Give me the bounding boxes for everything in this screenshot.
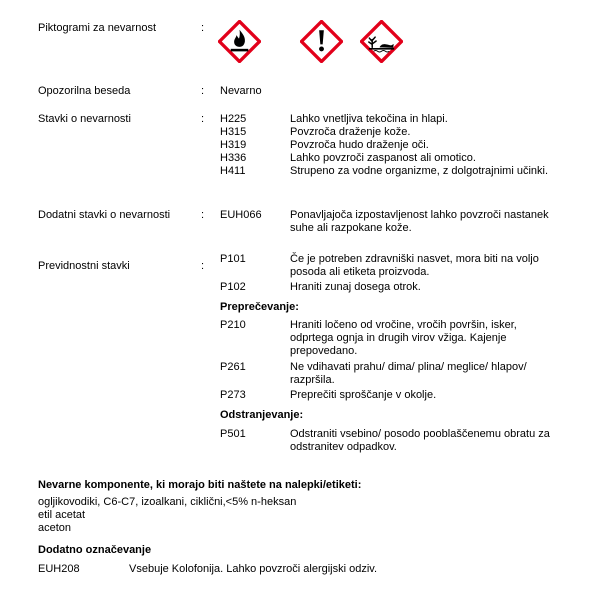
precaution-text: Odstraniti vsebino/ posodo pooblaščenemu obratu za odstranitev odpadkov. (290, 428, 550, 453)
signal-word-value: Nevarno (220, 85, 262, 97)
extra-text: Vsebuje Kolofonija. Lahko povzroči alergijski odziv. (129, 563, 378, 575)
component-item: etil acetat (38, 509, 86, 521)
flame-icon (218, 20, 261, 63)
environment-icon (360, 20, 403, 63)
precaution-text: Če je potreben zdravniški nasvet, mora biti na voljo posoda ali etiketa proizvoda. (290, 253, 539, 278)
hazard-code: H336 (220, 152, 247, 164)
hazard-statements-label: Stavki o nevarnosti (38, 113, 131, 125)
hazard-code: H319 (220, 139, 247, 151)
precaution-code: P501 (220, 428, 246, 440)
colon: : (201, 85, 205, 97)
hazard-text: Strupeno za vodne organizme, z dolgotrajnimi učinki. (290, 165, 549, 177)
colon: : (201, 209, 205, 221)
precaution-code: P273 (220, 389, 246, 401)
extra-code: EUH208 (38, 563, 80, 575)
hazard-text: Lahko vnetljiva tekočina in hlapi. (290, 113, 448, 125)
pictograms-label: Piktogrami za nevarnost (38, 22, 156, 34)
components-heading: Nevarne komponente, ki morajo biti naštete na nalepki/etiketi: (38, 479, 362, 491)
colon: : (201, 113, 205, 125)
precaution-text: Preprečiti sproščanje v okolje. (290, 389, 437, 401)
component-item: ogljikovodiki, C6-C7, izoalkani, ciklični,<5% n-heksan (38, 496, 297, 508)
precaution-text: Hraniti ločeno od vročine, vročih površin, isker, odprtega ognja in drugih virov vžiga. Kajenje prepovedano. (290, 319, 517, 357)
precaution-code: P261 (220, 361, 246, 373)
hazard-text: Lahko povzroči zaspanost ali omotico. (290, 152, 476, 164)
prevention-heading: Preprečevanje: (220, 301, 299, 313)
precaution-text: Ne vdihavati prahu/ dima/ plina/ meglice/ hlapov/ razpršila. (290, 361, 527, 386)
colon: : (201, 260, 205, 272)
colon: : (201, 22, 205, 34)
component-item: aceton (38, 522, 72, 534)
hazard-code: H315 (220, 126, 247, 138)
hazard-text: Povzroča draženje kože. (290, 126, 411, 138)
disposal-heading: Odstranjevanje: (220, 409, 304, 421)
hazard-code: H411 (220, 165, 246, 177)
precaution-code: P101 (220, 253, 246, 265)
hazard-code: H225 (220, 113, 247, 125)
signal-word-label: Opozorilna beseda (38, 85, 131, 97)
extra-labelling-heading: Dodatno označevanje (38, 544, 152, 556)
additional-statements-label: Dodatni stavki o nevarnosti (38, 209, 171, 221)
precaution-code: P210 (220, 319, 246, 331)
exclamation-icon (300, 20, 343, 63)
hazard-text: Povzroča hudo draženje oči. (290, 139, 429, 151)
additional-text: Ponavljajoča izpostavljenost lahko povzroči nastanek suhe ali razpokane kože. (290, 209, 549, 234)
additional-code: EUH066 (220, 209, 262, 221)
precautionary-statements-label: Previdnostni stavki (38, 260, 130, 272)
precaution-code: P102 (220, 281, 246, 293)
precaution-text: Hraniti zunaj dosega otrok. (290, 281, 421, 293)
